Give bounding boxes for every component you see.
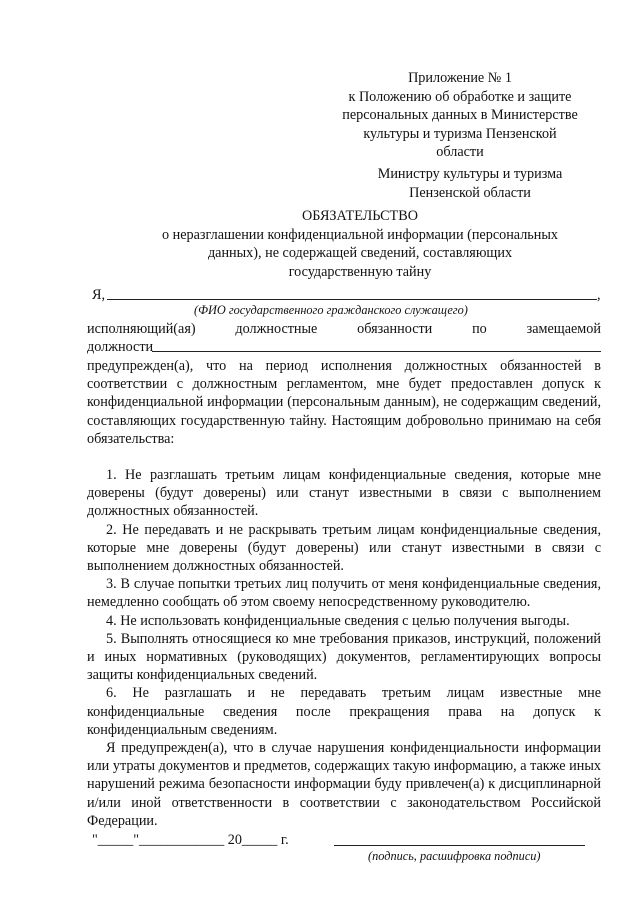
- title-heading: ОБЯЗАТЕЛЬСТВО: [302, 208, 418, 224]
- position-word: по: [472, 321, 487, 337]
- obligation-item: 1. Не разглашать третьим лицам конфиденциальные сведения, которые мне доверены (будут доверены) или станут известными в связи с выполнением должностных обязанностей.: [87, 467, 601, 520]
- title-line: данных), не содержащей сведений, составляющих: [207, 245, 513, 261]
- fio-field-line[interactable]: [107, 299, 597, 300]
- document-body: [87, 357, 601, 830]
- fio-suffix: ,: [597, 287, 601, 303]
- obligation-item: 3. В случае попытки третьих лиц получить от меня конфиденциальные сведения, немедленно сообщать об этом своему непосредственному руководителю.: [87, 576, 601, 611]
- addressee-line: Пензенской области: [409, 184, 531, 201]
- signature-field-line[interactable]: [334, 845, 585, 846]
- obligation-item: 2. Не передавать и не раскрывать третьим лицам конфиденциальные сведения, которые мне доверены (будут доверены) или станут известными в связи с выполнением должностных обязанностей.: [87, 521, 601, 575]
- intro-paragraph: предупрежден(а), что на период исполнения должностных обязанностей в соответствии с должностным регламентом, мне будет предоставлен допуск к конфиденциальной информации (персональным данным), не содержащим сведений, составляющих государственную тайну. Настоящим добровольно принимаю на себя обязательства:: [87, 358, 601, 447]
- title-line: государственную тайну: [288, 263, 432, 280]
- signature-hint: (подпись, расшифровка подписи): [368, 849, 541, 863]
- title-line: о неразглашении конфиденциальной информации (персональных: [161, 226, 558, 243]
- annex-line: культуры и туризма Пензенской: [363, 125, 557, 142]
- obligation-item: 4. Не использовать конфиденциальные сведения с целью получения выгоды.: [106, 612, 570, 629]
- position-word: исполняющий(ая): [87, 321, 196, 337]
- obligation-item: 5. Выполнять относящиеся ко мне требования приказов, инструкций, положений и иных нормативных (руководящих) документов, регламентирующих вопросы защиты конфиденциальных сведений.: [87, 630, 601, 684]
- obligation-item: 6. Не разглашать и не передавать третьим лицам известные мне конфиденциальные сведения после прекращения права на допуск к конфиденциальным сведениям.: [87, 685, 601, 738]
- annex-line: области: [436, 144, 484, 160]
- position-field-line[interactable]: [152, 351, 601, 352]
- annex-line: Приложение № 1: [408, 70, 512, 86]
- date-field[interactable]: "_____"____________ 20_____ г.: [92, 832, 289, 848]
- document-title: [100, 207, 620, 281]
- position-second: должности: [87, 339, 154, 355]
- annex-line: персональных данных в Министерстве: [342, 107, 578, 123]
- annex-block: [330, 69, 590, 162]
- addressee-line: Министру культуры и туризма: [377, 166, 563, 182]
- position-word: замещаемой: [526, 321, 601, 337]
- position-word: должностные: [235, 321, 318, 337]
- position-line: [87, 320, 601, 338]
- annex-line: к Положению об обработке и защите: [348, 88, 572, 105]
- fio-prefix: Я,: [92, 287, 106, 303]
- addressee-block: [340, 165, 600, 202]
- warning-paragraph: Я предупрежден(а), что в случае нарушения конфиденциальности информации или утраты документов и предметов, содержащих такую информацию, а также иных нарушений режима безопасности информации буду привлечен(а) к дисциплинарной и/или иной ответственности в соответствии с законодательством Российской Федерации.: [87, 740, 601, 829]
- position-word: обязанности: [357, 321, 433, 337]
- fio-hint: (ФИО государственного гражданского служащего): [194, 303, 468, 317]
